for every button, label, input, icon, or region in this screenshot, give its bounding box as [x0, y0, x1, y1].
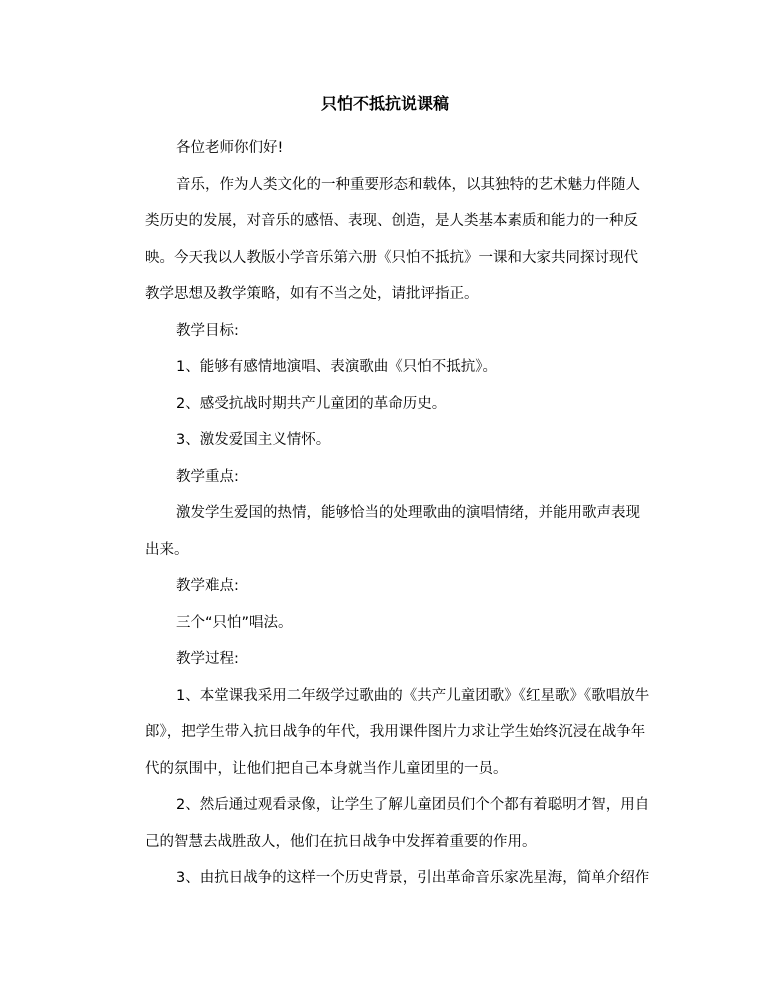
paragraph-intro	[116, 167, 658, 313]
paragraph-difficulties	[116, 605, 658, 642]
text-line: 出来。	[145, 541, 189, 558]
paragraph-greeting	[116, 130, 658, 167]
paragraph-process-3	[116, 860, 658, 897]
text-line: 各位老师你们好!	[176, 140, 284, 156]
section-heading: 教学重点:	[176, 468, 239, 485]
section-heading: 教学过程:	[176, 651, 239, 667]
text-line: 三个“只怕”唱法。	[176, 614, 293, 631]
section-heading: 教学难点:	[176, 578, 239, 594]
text-line: 2、然后通过观看录像，让学生了解儿童团员们个个都有着聪明才智，用自	[176, 797, 650, 813]
text-line: 3、由抗日战争的这样一个历史背景，引出革命音乐家冼星海，简单介绍作	[176, 870, 650, 886]
text-line: 映。今天我以人教版小学音乐第六册《只怕不抵抗》一课和大家共同探讨现代	[145, 249, 638, 266]
document-body	[116, 130, 658, 897]
paragraph-key-points	[116, 495, 658, 568]
document-title: 只怕不抵抗说课稿	[320, 94, 449, 113]
paragraph-process-heading	[116, 641, 658, 678]
paragraph-goal-3	[116, 422, 658, 459]
paragraph-process-2	[116, 787, 658, 860]
paragraph-difficulties-heading	[116, 568, 658, 605]
section-heading: 教学目标:	[176, 322, 239, 339]
list-item: 1、能够有感情地演唱、表演歌曲《只怕不抵抗》。	[176, 359, 497, 375]
text-line: 音乐，作为人类文化的一种重要形态和载体，以其独特的艺术魅力伴随人	[176, 176, 640, 193]
text-line: 己的智慧去战胜敌人，他们在抗日战争中发挥着重要的作用。	[145, 833, 537, 850]
text-line: 1、本堂课我采用二年级学过歌曲的《共产儿童团歌》《红星歌》《歌唱放牛	[176, 687, 650, 704]
paragraph-teaching-goals-heading	[116, 313, 658, 350]
paragraph-process-1	[116, 678, 658, 788]
text-line: 教学思想及教学策略，如有不当之处，请批评指正。	[145, 286, 479, 302]
text-line: 类历史的发展，对音乐的感悟、表现、创造，是人类基本素质和能力的一种反	[145, 213, 638, 229]
list-item: 2、感受抗战时期共产儿童团的革命历史。	[176, 395, 447, 412]
paragraph-key-points-heading	[116, 459, 658, 496]
paragraph-goal-2	[116, 386, 658, 423]
text-line: 郎》，把学生带入抗日战争的年代，我用课件图片力求让学生始终沉浸在战争年	[145, 724, 646, 740]
paragraph-goal-1	[116, 349, 658, 386]
text-line: 激发学生爱国的热情，能够恰当的处理歌曲的演唱情绪，并能用歌声表现	[176, 505, 640, 521]
text-line: 代的氛围中，让他们把自己本身就当作儿童团里的一员。	[145, 760, 508, 777]
list-item: 3、激发爱国主义情怀。	[176, 432, 331, 448]
